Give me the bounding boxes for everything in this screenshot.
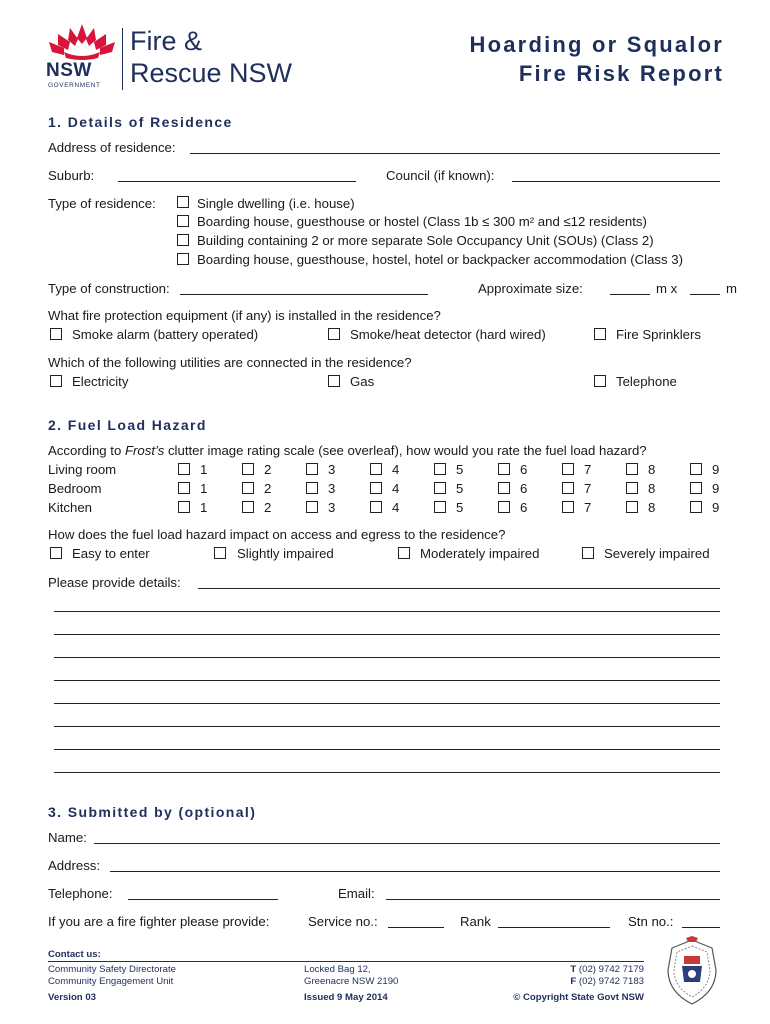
access-option-easy: Easy to enter — [72, 546, 150, 561]
residence-type-checkbox-2[interactable] — [177, 215, 189, 227]
suburb-field[interactable] — [118, 181, 356, 182]
rank-label: Rank — [460, 914, 491, 929]
access-checkbox-moderately[interactable] — [398, 547, 410, 559]
page-title-line1: Hoarding or Squalor — [469, 32, 724, 57]
rating-value: 5 — [456, 462, 464, 477]
rating-checkbox[interactable] — [498, 482, 510, 494]
name-field[interactable] — [94, 843, 720, 844]
fuel-load-question — [48, 443, 647, 458]
rating-value: 4 — [392, 462, 400, 477]
size-unit-x: m x — [656, 281, 678, 296]
waratah-icon — [46, 22, 118, 60]
rating-checkbox[interactable] — [178, 463, 190, 475]
rating-value: 1 — [200, 462, 208, 477]
email-label: Email: — [338, 886, 375, 901]
rating-value: 8 — [648, 481, 656, 496]
suburb-label: Suburb: — [48, 168, 95, 183]
section2-heading: 2. Fuel Load Hazard — [48, 417, 207, 433]
residence-type-option-1: Single dwelling (i.e. house) — [197, 196, 355, 211]
section3-heading: 3. Submitted by (optional) — [48, 804, 257, 820]
footer-version: Version 03 — [48, 992, 96, 1003]
rank-field[interactable] — [498, 927, 610, 928]
rating-checkbox[interactable] — [370, 463, 382, 475]
fuel-load-question-frost: Frost’s — [124, 443, 165, 458]
equipment-option-sprinklers: Fire Sprinklers — [616, 327, 702, 342]
rating-checkbox[interactable] — [562, 482, 574, 494]
rating-value: 9 — [712, 462, 720, 477]
utility-option-electricity: Electricity — [72, 374, 129, 389]
equipment-checkbox-sprinklers[interactable] — [594, 328, 606, 340]
details-field-line-7[interactable] — [54, 749, 720, 750]
details-field-line-0[interactable] — [198, 588, 720, 589]
details-field-line-5[interactable] — [54, 703, 720, 704]
firefighter-label: If you are a fire fighter please provide: — [48, 914, 270, 929]
rating-value: 6 — [520, 462, 528, 477]
rating-checkbox[interactable] — [690, 501, 702, 513]
rating-value: 9 — [712, 500, 720, 515]
rating-value: 7 — [584, 481, 592, 496]
rating-checkbox[interactable] — [690, 463, 702, 475]
details-field-line-4[interactable] — [54, 680, 720, 681]
utility-checkbox-electricity[interactable] — [50, 375, 62, 387]
rating-value: 5 — [456, 481, 464, 496]
fire-rescue-crest-icon — [660, 936, 724, 1008]
size-length-field[interactable] — [690, 294, 720, 295]
size-unit-m: m — [726, 281, 737, 296]
rating-value: 7 — [584, 500, 592, 515]
equipment-checkbox-smoke-alarm[interactable] — [50, 328, 62, 340]
rating-checkbox[interactable] — [178, 482, 190, 494]
access-question: How does the fuel load hazard impact on access and egress to the residence? — [48, 527, 506, 542]
footer-divider — [48, 961, 644, 962]
equipment-checkbox-detector[interactable] — [328, 328, 340, 340]
details-field-line-3[interactable] — [54, 657, 720, 658]
rating-row-label: Kitchen — [48, 500, 92, 515]
access-option-severely: Severely impaired — [604, 546, 710, 561]
rating-value: 3 — [328, 481, 336, 496]
access-checkbox-slightly[interactable] — [214, 547, 226, 559]
rating-checkbox[interactable] — [626, 501, 638, 513]
rating-value: 4 — [392, 481, 400, 496]
rating-value: 9 — [712, 481, 720, 496]
footer-address-2: Greenacre NSW 2190 — [304, 976, 399, 987]
rating-checkbox[interactable] — [306, 463, 318, 475]
rating-checkbox[interactable] — [562, 463, 574, 475]
utility-option-telephone: Telephone — [616, 374, 677, 389]
section1-heading: 1. Details of Residence — [48, 114, 233, 130]
rating-value: 6 — [520, 500, 528, 515]
residence-type-checkbox-3[interactable] — [177, 234, 189, 246]
details-field-line-1[interactable] — [54, 611, 720, 612]
rating-checkbox[interactable] — [562, 501, 574, 513]
details-label: Please provide details: — [48, 575, 181, 590]
rating-checkbox[interactable] — [498, 501, 510, 513]
residence-type-option-2: Boarding house, guesthouse or hostel (Class 1b ≤ 300 m² and ≤12 residents) — [197, 214, 647, 229]
size-width-field[interactable] — [610, 294, 650, 295]
footer-phone-t-label: T — [570, 964, 577, 975]
address-field[interactable] — [190, 153, 720, 154]
rating-checkbox[interactable] — [626, 482, 638, 494]
details-field-line-8[interactable] — [54, 772, 720, 773]
rating-value: 2 — [264, 481, 272, 496]
fuel-load-question-pre: According to — [48, 443, 125, 458]
rating-checkbox[interactable] — [370, 482, 382, 494]
rating-value: 2 — [264, 500, 272, 515]
rating-value: 6 — [520, 481, 528, 496]
logo-nsw-text: NSW — [46, 60, 92, 81]
equipment-question: What fire protection equipment (if any) is installed in the residence? — [48, 308, 441, 323]
service-no-label: Service no.: — [308, 914, 378, 929]
rating-checkbox[interactable] — [242, 463, 254, 475]
residence-type-checkbox-4[interactable] — [177, 253, 189, 265]
service-no-field[interactable] — [388, 927, 444, 928]
rating-value: 7 — [584, 462, 592, 477]
access-option-slightly: Slightly impaired — [237, 546, 334, 561]
size-label: Approximate size: — [478, 281, 583, 296]
rating-checkbox[interactable] — [178, 501, 190, 513]
residence-type-label: Type of residence: — [48, 196, 156, 211]
rating-checkbox[interactable] — [434, 463, 446, 475]
utility-checkbox-gas[interactable] — [328, 375, 340, 387]
equipment-option-smoke-alarm: Smoke alarm (battery operated) — [72, 327, 259, 342]
footer-issued: Issued 9 May 2014 — [304, 992, 388, 1003]
stn-no-field[interactable] — [682, 927, 720, 928]
footer-phone-f: (02) 9742 7183 — [578, 976, 644, 987]
address-label: Address of residence: — [48, 140, 176, 155]
rating-row-label: Living room — [48, 462, 117, 477]
rating-checkbox[interactable] — [370, 501, 382, 513]
rating-checkbox[interactable] — [242, 482, 254, 494]
footer-address-1: Locked Bag 12, — [304, 964, 371, 975]
rating-value: 1 — [200, 481, 208, 496]
rating-value: 3 — [328, 500, 336, 515]
utilities-question: Which of the following utilities are connected in the residence? — [48, 355, 412, 370]
access-option-moderately: Moderately impaired — [420, 546, 540, 561]
council-field[interactable] — [512, 181, 720, 182]
rating-checkbox[interactable] — [626, 463, 638, 475]
rating-value: 5 — [456, 500, 464, 515]
telephone-label: Telephone: — [48, 886, 113, 901]
rating-checkbox[interactable] — [690, 482, 702, 494]
residence-type-checkbox-1[interactable] — [177, 196, 189, 208]
access-checkbox-severely[interactable] — [582, 547, 594, 559]
access-checkbox-easy[interactable] — [50, 547, 62, 559]
rating-row-label: Bedroom — [48, 481, 102, 496]
name-label: Name: — [48, 830, 87, 845]
residence-type-option-3: Building containing 2 or more separate Sole Occupancy Unit (SOUs) (Class 2) — [197, 233, 654, 248]
stn-no-label: Stn no.: — [628, 914, 674, 929]
rating-checkbox[interactable] — [434, 482, 446, 494]
logo-divider — [122, 28, 123, 90]
equipment-option-detector: Smoke/heat detector (hard wired) — [350, 327, 546, 342]
page-title-line2: Fire Risk Report — [518, 61, 724, 86]
footer-directorate: Community Safety Directorate — [48, 964, 176, 975]
utility-checkbox-telephone[interactable] — [594, 375, 606, 387]
fuel-load-question-post: clutter image rating scale (see overleaf), how would you rate the fuel load hazard? — [164, 443, 647, 458]
submitter-address-field[interactable] — [110, 871, 720, 872]
rating-value: 4 — [392, 500, 400, 515]
details-field-line-2[interactable] — [54, 634, 720, 635]
council-label: Council (if known): — [386, 168, 495, 183]
nsw-logo — [44, 22, 344, 92]
footer-phone-t: (02) 9742 7179 — [578, 964, 644, 975]
construction-label: Type of construction: — [48, 281, 170, 296]
residence-type-option-4: Boarding house, guesthouse, hostel, hotel or backpacker accommodation (Class 3) — [197, 252, 684, 267]
footer-unit: Community Engagement Unit — [48, 976, 174, 987]
footer-phone — [570, 964, 644, 975]
utility-option-gas: Gas — [350, 374, 375, 389]
rating-checkbox[interactable] — [306, 501, 318, 513]
telephone-field[interactable] — [128, 899, 278, 900]
logo-rescue-text: Rescue NSW — [130, 58, 293, 88]
contact-label: Contact us: — [48, 949, 101, 960]
rating-value: 1 — [200, 500, 208, 515]
footer-phone-f-label: F — [570, 976, 577, 987]
rating-checkbox[interactable] — [242, 501, 254, 513]
rating-value: 3 — [328, 462, 336, 477]
logo-fire-text: Fire & — [130, 26, 203, 56]
rating-value: 8 — [648, 500, 656, 515]
rating-value: 8 — [648, 462, 656, 477]
submitter-address-label: Address: — [48, 858, 101, 873]
email-field[interactable] — [386, 899, 720, 900]
logo-government-text: GOVERNMENT — [48, 82, 101, 89]
rating-checkbox[interactable] — [498, 463, 510, 475]
footer-copyright: © Copyright State Govt NSW — [513, 992, 644, 1003]
details-field-line-6[interactable] — [54, 726, 720, 727]
rating-value: 2 — [264, 462, 272, 477]
rating-checkbox[interactable] — [434, 501, 446, 513]
footer-fax — [570, 976, 644, 987]
rating-checkbox[interactable] — [306, 482, 318, 494]
construction-field[interactable] — [180, 294, 428, 295]
